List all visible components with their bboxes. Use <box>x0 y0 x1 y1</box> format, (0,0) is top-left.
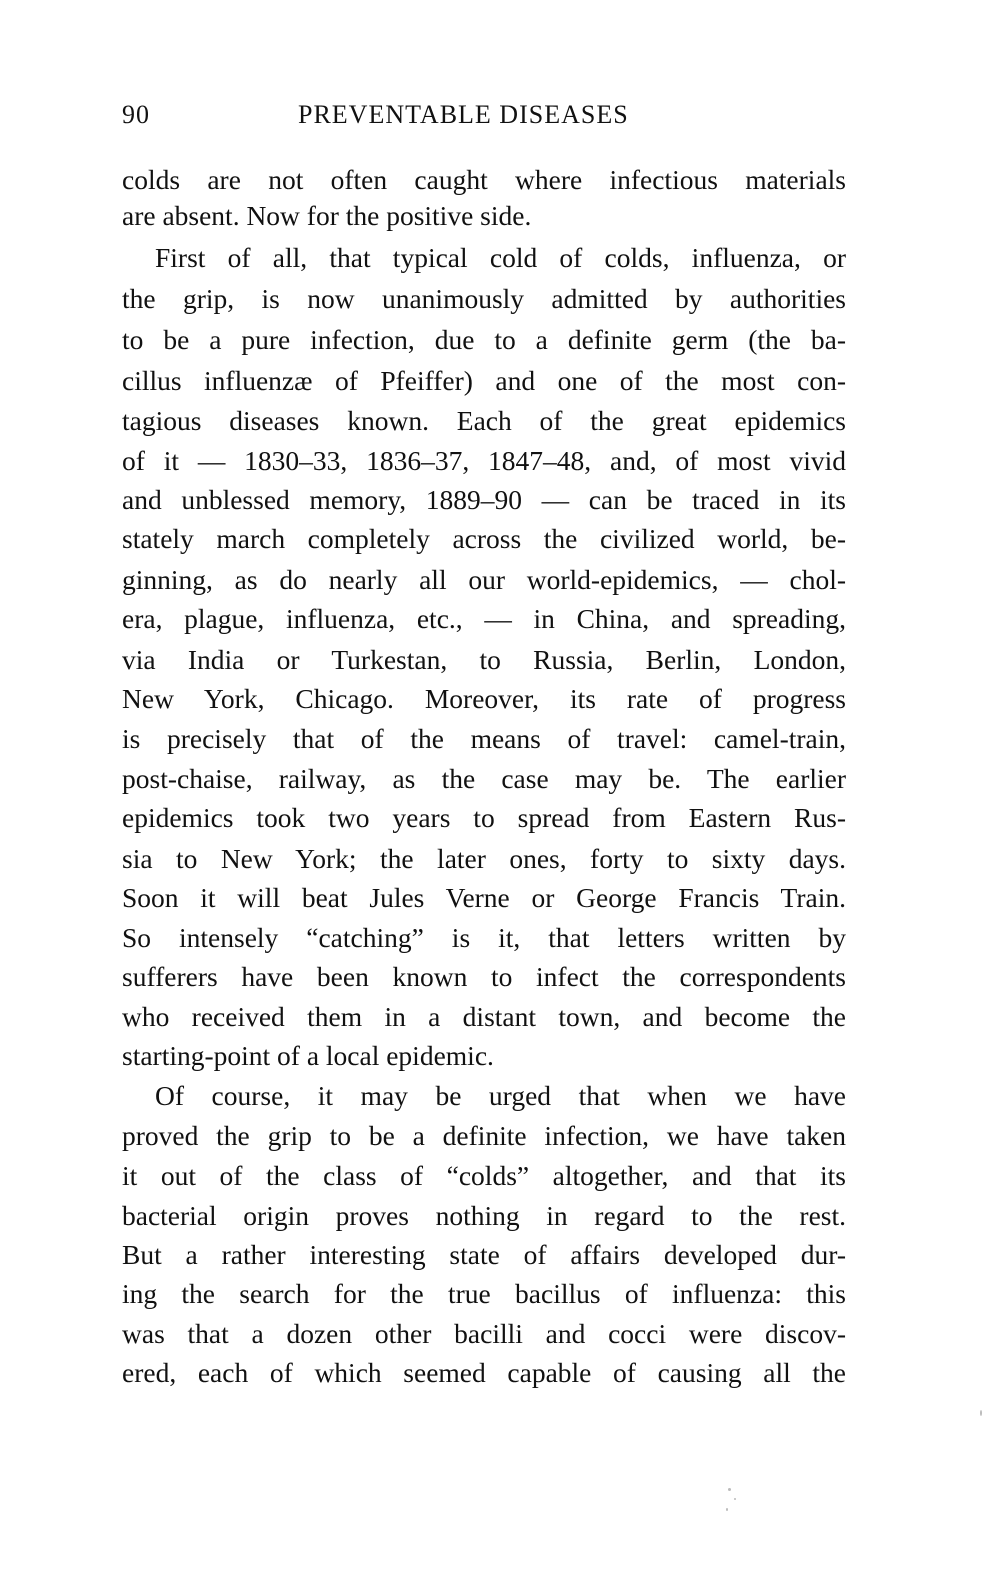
text-line: ing the search for the true bacillus of influenza: this <box>122 1278 846 1309</box>
text-line: and unblessed memory, 1889–90 — can be traced in its <box>122 484 846 515</box>
page-number: 90 <box>122 100 150 129</box>
text-line: the grip, is now unanimously admitted by authorities <box>122 283 846 314</box>
text-line: But a rather interesting state of affairs developed dur- <box>122 1239 846 1270</box>
text-line: it out of the class of “colds” altogether, and that its <box>122 1160 846 1191</box>
text-line: is precisely that of the means of travel: camel-train, <box>122 723 846 754</box>
text-line: are absent. Now for the positive side. <box>122 200 532 231</box>
running-title: PREVENTABLE DISEASES <box>298 100 629 129</box>
paper-speck <box>726 1508 728 1511</box>
text-line: era, plague, influenza, etc., — in China, and spreading, <box>122 603 846 634</box>
text-line: tagious diseases known. Each of the great epidemics <box>122 405 846 436</box>
text-line: Of course, it may be urged that when we have <box>155 1080 846 1111</box>
text-line: sia to New York; the later ones, forty to sixty days. <box>122 843 846 874</box>
text-line: Soon it will beat Jules Verne or George Francis Train. <box>122 882 846 913</box>
text-line: First of all, that typical cold of colds, influenza, or <box>155 242 846 273</box>
text-line: So intensely “catching” is it, that letters written by <box>122 922 846 953</box>
paper-speck <box>728 1488 731 1491</box>
text-line: to be a pure infection, due to a definite germ (the ba- <box>122 324 846 355</box>
text-line: stately march completely across the civilized world, be- <box>122 523 846 554</box>
text-line: sufferers have been known to infect the correspondents <box>122 961 846 992</box>
text-line: via India or Turkestan, to Russia, Berlin, London, <box>122 644 846 675</box>
text-line: colds are not often caught where infectious materials <box>122 164 846 195</box>
paper-speck <box>734 1498 736 1500</box>
text-line: of it — 1830–33, 1836–37, 1847–48, and, of most vivid <box>122 445 846 476</box>
paper-speck <box>980 1410 982 1416</box>
text-line: proved the grip to be a definite infection, we have taken <box>122 1120 846 1151</box>
text-line: post-chaise, railway, as the case may be. The earlier <box>122 763 846 794</box>
text-line: ered, each of which seemed capable of causing all the <box>122 1357 846 1388</box>
text-line: epidemics took two years to spread from Eastern Rus- <box>122 802 846 833</box>
text-line: starting-point of a local epidemic. <box>122 1040 494 1071</box>
text-line: cillus influenzæ of Pfeiffer) and one of the most con- <box>122 365 846 396</box>
text-line: ginning, as do nearly all our world-epidemics, — chol- <box>122 564 846 595</box>
text-line: who received them in a distant town, and become the <box>122 1001 846 1032</box>
text-line: was that a dozen other bacilli and cocci were discov- <box>122 1318 846 1349</box>
text-line: New York, Chicago. Moreover, its rate of progress <box>122 683 846 714</box>
running-head <box>122 100 846 136</box>
text-line: bacterial origin proves nothing in regard to the rest. <box>122 1200 846 1231</box>
